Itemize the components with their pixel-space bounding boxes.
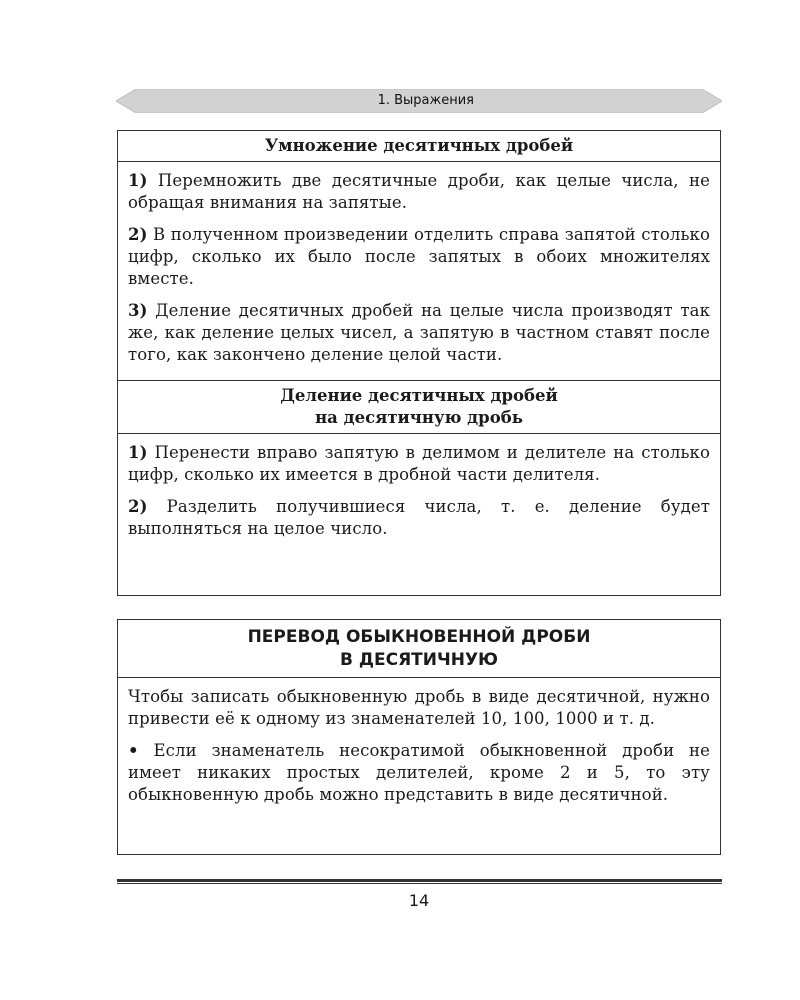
section-title-conversion: ПЕРЕВОД ОБЫКНОВЕННОЙ ДРОБИ В ДЕСЯТИЧНУЮ: [118, 620, 720, 678]
section-body-multiplication: [118, 162, 720, 381]
rule-item: 1) Перенести вправо запятую в делимом и делителе на столько цифр, сколько их имеется в дробной части делителя.: [128, 443, 710, 484]
rule-item: 1) Перемножить две десятичные дроби, как целые числа, не обращая внимания на запятые.: [128, 171, 710, 212]
rule-item: 3) Деление десятичных дробей на целые числа производят так же, как деление целых чисел, а запятую в частном ставят после того, как закончено деление целой части.: [128, 301, 710, 364]
rule-item: 2) В полученном произведении отделить справа запятой столько цифр, сколько их было после запятых в обоих множителях вместе.: [128, 225, 710, 288]
bullet-paragraph: • Если знаменатель несократимой обыкновенной дроби не имеет никаких простых делителей, кроме 2 и 5, то эту обыкновенную дробь можно представить в виде десятичной.: [128, 741, 710, 804]
chapter-header-band: [116, 89, 722, 113]
rules-box-decimal-ops: [117, 130, 721, 596]
intro-paragraph: Чтобы записать обыкновенную дробь в виде десятичной, нужно привести её к одному из знаменателей 10, 100, 1000 и т. д.: [128, 687, 710, 728]
rule-item: 2) Разделить получившиеся числа, т. е. деление будет выполняться на целое число.: [128, 497, 710, 538]
rules-box-conversion: [117, 619, 721, 855]
section-title-division: Деление десятичных дробей на десятичную дробь: [118, 381, 720, 434]
section-title-multiplication: Умножение десятичных дробей: [118, 131, 720, 162]
bullet-icon: •: [128, 741, 139, 760]
section-body-conversion: [118, 678, 720, 820]
footer-rule: [117, 879, 722, 884]
section-body-division: [118, 434, 720, 554]
page-number: 14: [408, 891, 430, 910]
chapter-title: 1. Выражения: [377, 93, 474, 108]
